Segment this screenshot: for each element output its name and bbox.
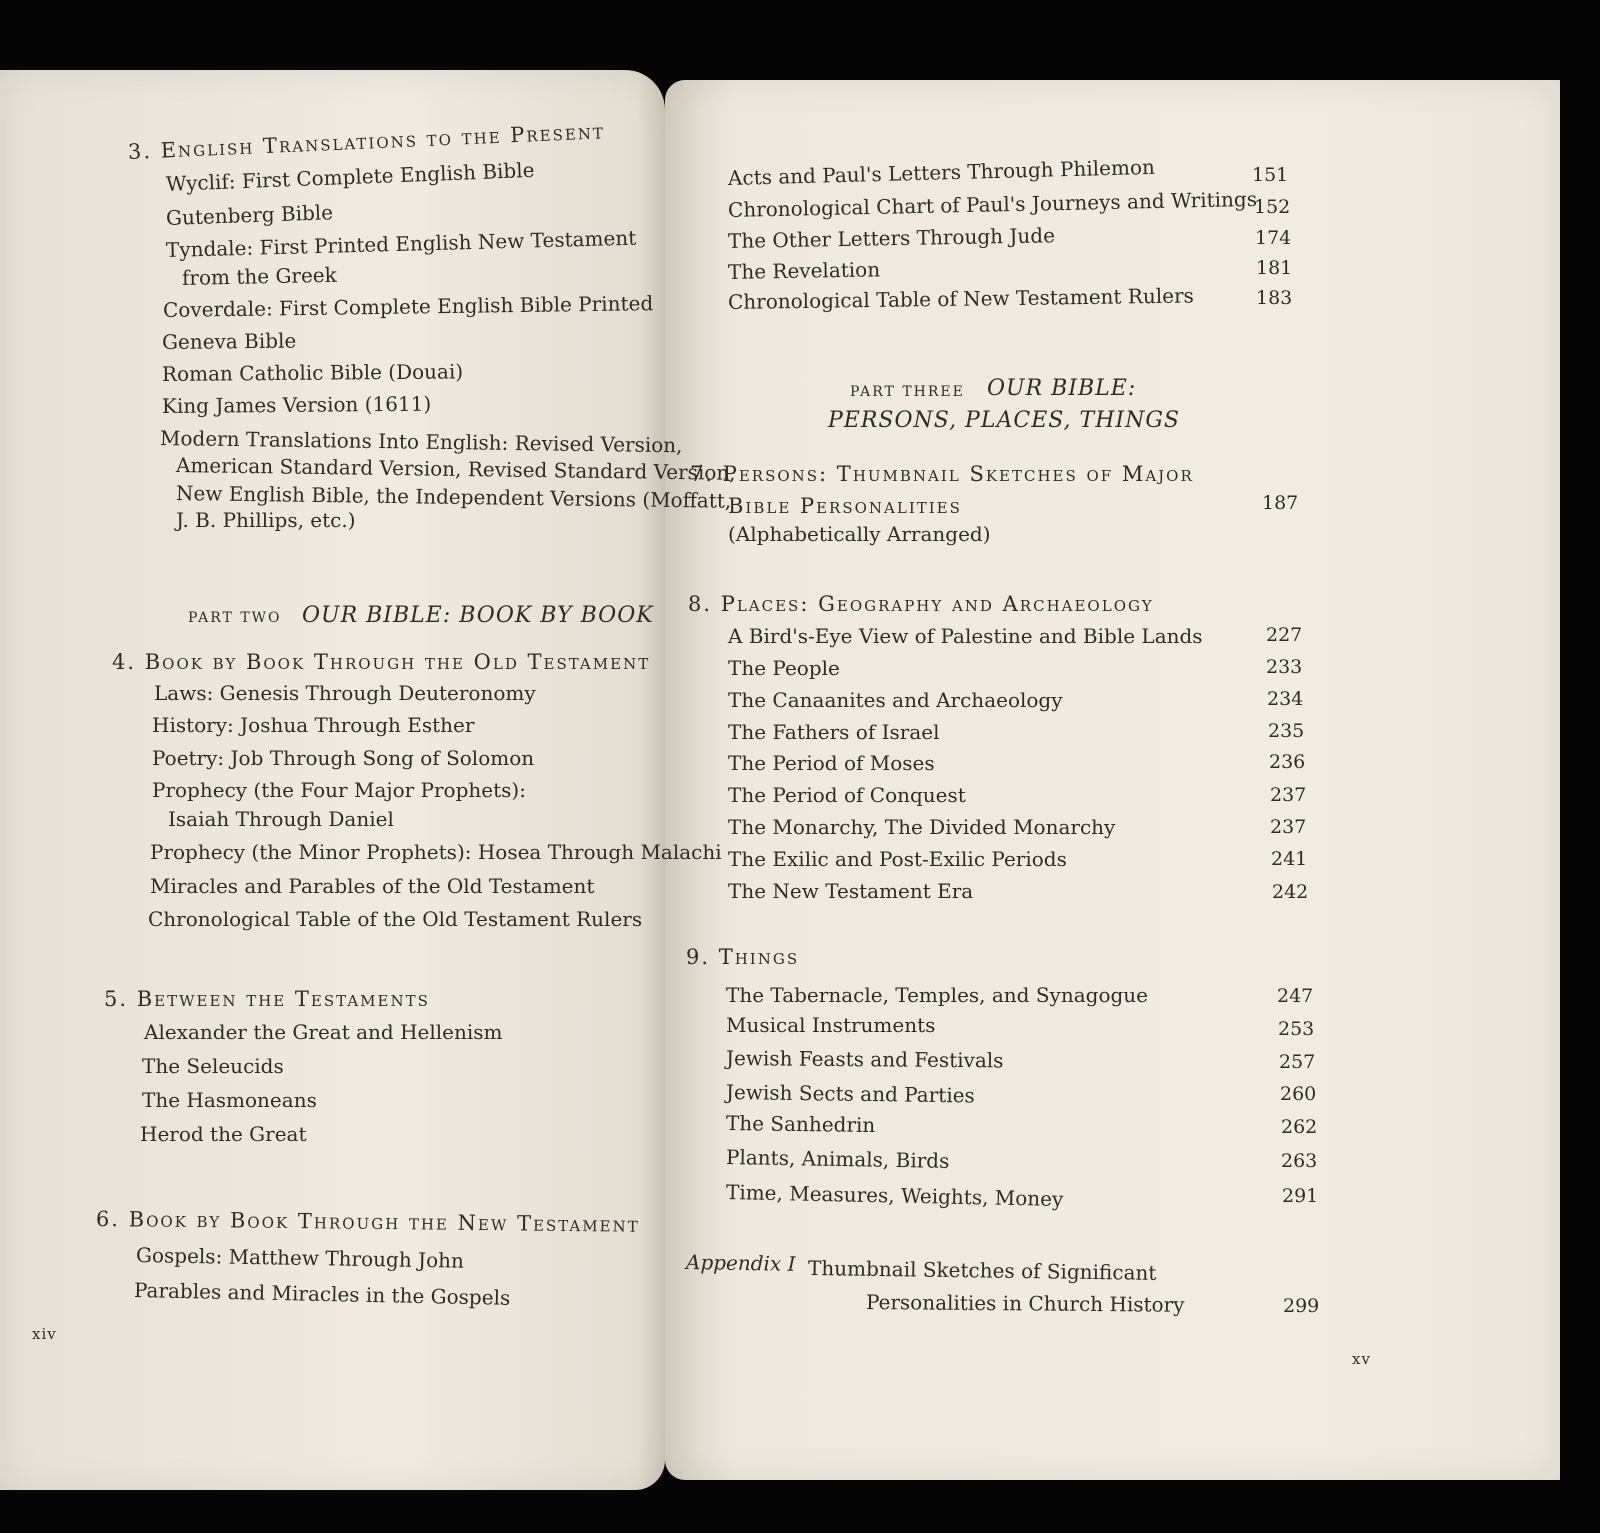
toc-entry: The Sanhedrin bbox=[725, 1111, 876, 1138]
page-number: 263 bbox=[1281, 1150, 1318, 1172]
toc-entry: Geneva Bible bbox=[161, 328, 297, 354]
chapter-3-heading: 3. English Translations to the Present bbox=[127, 119, 606, 164]
toc-entry: Poetry: Job Through Song of Solomon bbox=[152, 746, 535, 770]
toc-entry: Plants, Animals, Birds bbox=[725, 1145, 950, 1173]
toc-entry: The Period of Conquest bbox=[728, 783, 966, 807]
toc-entry: The People bbox=[728, 656, 840, 680]
toc-entry: Isaiah Through Daniel bbox=[168, 807, 394, 831]
page-number: 291 bbox=[1282, 1185, 1319, 1207]
page-number: 227 bbox=[1266, 624, 1303, 646]
chapter-9-heading: 9. Things bbox=[686, 945, 800, 969]
chapter-4-heading: 4. Book by Book Through the Old Testament bbox=[112, 650, 651, 674]
chapter-7-heading: 7. Persons: Thumbnail Sketches of Major bbox=[690, 462, 1194, 486]
page-number: 262 bbox=[1281, 1116, 1318, 1138]
toc-entry: Alexander the Great and Hellenism bbox=[144, 1020, 503, 1044]
toc-entry: A Bird's-Eye View of Palestine and Bible Lands bbox=[728, 624, 1203, 648]
toc-entry: Herod the Great bbox=[140, 1122, 307, 1146]
toc-entry: Prophecy (the Minor Prophets): Hosea Through Malachi bbox=[150, 840, 722, 864]
toc-entry: Thumbnail Sketches of Significant bbox=[807, 1256, 1157, 1285]
toc-entry: Time, Measures, Weights, Money bbox=[725, 1180, 1064, 1212]
toc-entry: The Exilic and Post-Exilic Periods bbox=[728, 847, 1067, 871]
toc-entry: Chronological Chart of Paul's Journeys and Writings bbox=[727, 186, 1258, 222]
page-number: 247 bbox=[1277, 985, 1314, 1007]
toc-entry: Jewish Feasts and Festivals bbox=[725, 1046, 1004, 1073]
page-number: 187 bbox=[1262, 492, 1299, 514]
page-number: 234 bbox=[1267, 688, 1304, 710]
toc-entry: The Period of Moses bbox=[728, 751, 935, 775]
toc-entry: Coverdale: First Complete English Bible Printed bbox=[162, 291, 654, 322]
toc-entry: American Standard Version, Revised Standard Version, bbox=[175, 453, 736, 485]
toc-entry: Modern Translations Into English: Revised Version, bbox=[159, 426, 683, 458]
part-three-title-line2: PERSONS, PLACES, THINGS bbox=[828, 408, 1180, 433]
toc-entry: Roman Catholic Bible (Douai) bbox=[161, 359, 464, 386]
toc-entry: The Other Letters Through Jude bbox=[727, 223, 1056, 253]
toc-entry: from the Greek bbox=[181, 262, 337, 290]
toc-entry: Musical Instruments bbox=[726, 1013, 936, 1037]
toc-entry: Prophecy (the Four Major Prophets): bbox=[152, 778, 526, 802]
chapter-7-heading-cont: Bible Personalities bbox=[728, 494, 962, 518]
toc-entry: The New Testament Era bbox=[728, 879, 974, 903]
toc-entry: The Seleucids bbox=[142, 1054, 284, 1078]
page-number: 260 bbox=[1280, 1083, 1317, 1105]
toc-entry: Chronological Table of New Testament Rulers bbox=[727, 283, 1194, 314]
toc-entry: King James Version (1611) bbox=[161, 391, 432, 418]
toc-entry: Wyclif: First Complete English Bible bbox=[165, 157, 535, 196]
toc-entry: J. B. Phillips, etc.) bbox=[176, 508, 356, 532]
page-number: 174 bbox=[1255, 227, 1292, 249]
page-number: 237 bbox=[1270, 816, 1307, 838]
page-number: 183 bbox=[1256, 287, 1293, 309]
part-three-label: PART THREE bbox=[850, 384, 965, 400]
toc-entry: Gutenberg Bible bbox=[165, 200, 334, 230]
toc-entry: History: Joshua Through Esther bbox=[152, 713, 475, 737]
page-number: 257 bbox=[1279, 1051, 1316, 1073]
chapter-8-heading: 8. Places: Geography and Archaeology bbox=[688, 592, 1154, 616]
part-two-label: PART TWO bbox=[188, 610, 282, 626]
page-number: 299 bbox=[1283, 1295, 1320, 1317]
toc-entry: The Fathers of Israel bbox=[728, 720, 940, 744]
toc-entry: (Alphabetically Arranged) bbox=[728, 522, 991, 546]
toc-entry: The Tabernacle, Temples, and Synagogue bbox=[726, 983, 1149, 1007]
left-folio: xiv bbox=[32, 1325, 57, 1343]
toc-entry: Acts and Paul's Letters Through Philemon bbox=[727, 154, 1156, 190]
page-number: 233 bbox=[1266, 656, 1303, 678]
toc-entry: Chronological Table of the Old Testament Rulers bbox=[148, 907, 643, 931]
toc-entry: Parables and Miracles in the Gospels bbox=[133, 1278, 511, 1310]
toc-entry: New English Bible, the Independent Versions (Moffatt, bbox=[175, 481, 732, 513]
toc-entry: Tyndale: First Printed English New Testament bbox=[165, 225, 637, 262]
toc-entry: Personalities in Church History bbox=[865, 1290, 1185, 1317]
toc-entry: The Canaanites and Archaeology bbox=[728, 688, 1063, 712]
toc-entry: The Revelation bbox=[727, 257, 881, 284]
page-number: 152 bbox=[1254, 196, 1291, 218]
toc-entry: Miracles and Parables of the Old Testament bbox=[150, 874, 595, 898]
toc-entry: Laws: Genesis Through Deuteronomy bbox=[154, 681, 536, 705]
right-folio: xv bbox=[1352, 1350, 1371, 1368]
toc-entry: The Hasmoneans bbox=[142, 1088, 317, 1112]
chapter-6-heading: 6. Book by Book Through the New Testament bbox=[95, 1207, 640, 1237]
part-two-title: OUR BIBLE: BOOK BY BOOK bbox=[302, 603, 654, 628]
appendix-label: Appendix I bbox=[685, 1250, 796, 1276]
chapter-5-heading: 5. Between the Testaments bbox=[104, 987, 430, 1011]
page-number: 242 bbox=[1272, 881, 1309, 903]
page-number: 237 bbox=[1270, 784, 1307, 806]
page-number: 253 bbox=[1278, 1018, 1315, 1040]
page-number: 181 bbox=[1256, 257, 1293, 279]
page-number: 151 bbox=[1252, 164, 1289, 186]
toc-entry: The Monarchy, The Divided Monarchy bbox=[728, 815, 1116, 839]
page-number: 241 bbox=[1271, 848, 1308, 870]
toc-entry: Jewish Sects and Parties bbox=[725, 1080, 975, 1108]
page-number: 235 bbox=[1268, 720, 1305, 742]
page-number: 236 bbox=[1269, 751, 1306, 773]
part-three-title-line1: OUR BIBLE: bbox=[987, 376, 1137, 401]
toc-entry: Gospels: Matthew Through John bbox=[135, 1243, 465, 1273]
